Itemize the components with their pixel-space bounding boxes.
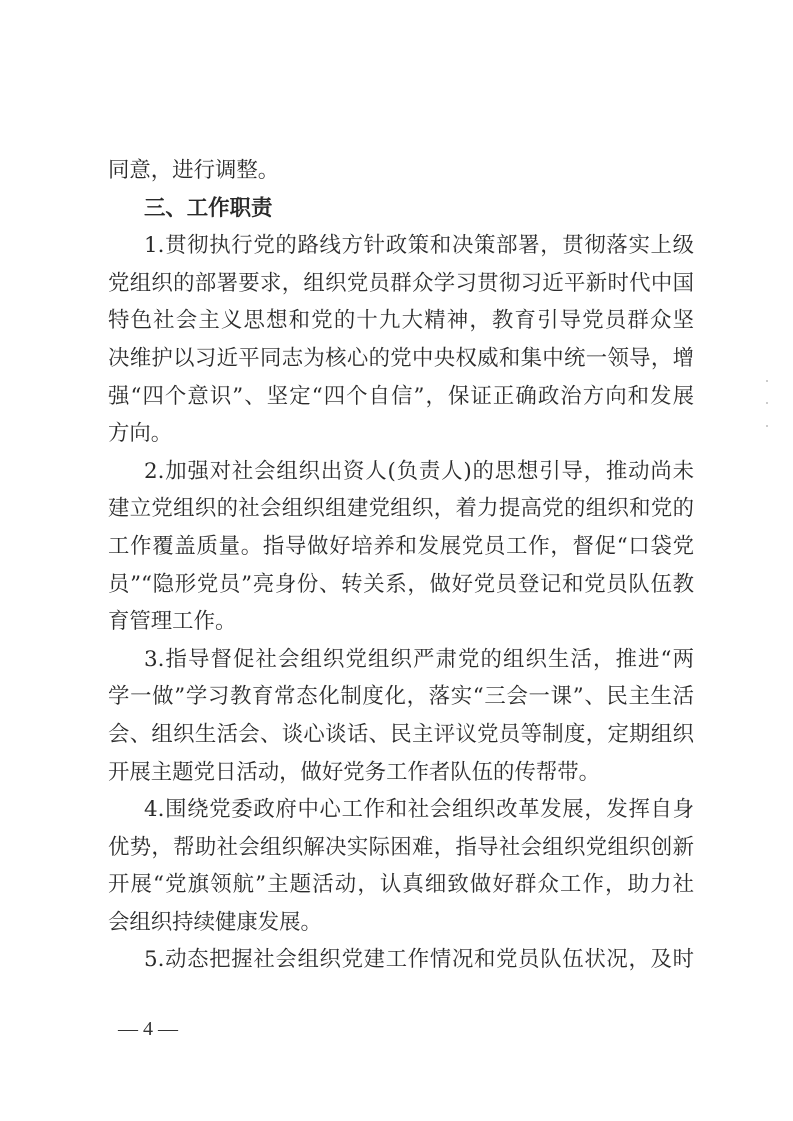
text-line: 特色社会主义思想和党的十九大精神，教育引导党员群众坚: [108, 308, 694, 334]
text-line: 员”“隐形党员”亮身份、转关系，做好党员登记和党员队伍教: [108, 571, 694, 597]
text-line: 工作覆盖质量。指导做好培养和发展党员工作，督促“口袋党: [108, 533, 694, 559]
text-line: 学一做”学习教育常态化制度化，落实“三会一课”、民主生活: [108, 684, 694, 710]
text-line: 育管理工作。: [108, 609, 237, 635]
text-line: 会、组织生活会、谈心谈话、民主评议党员等制度，定期组织: [108, 721, 694, 747]
scan-mark: [766, 380, 768, 382]
text-line: 开展“党旗领航”主题活动，认真细致做好群众工作，助力社: [108, 872, 694, 898]
text-line: 5.动态把握社会组织党建工作情况和党员队伍状况，及时: [144, 947, 694, 973]
text-line: 方向。: [108, 421, 173, 447]
page-number: — 4 —: [118, 1018, 178, 1040]
text-line: 同意，进行调整。: [108, 158, 280, 183]
text-line: 强“四个意识”、坚定“四个自信”，保证正确政治方向和发展: [108, 383, 694, 409]
paragraph: [108, 941, 694, 979]
text-line: 决维护以习近平同志为核心的党中央权威和集中统一领导，增: [108, 345, 694, 371]
text-line: 2.加强对社会组织出资人(负责人)的思想引导，推动尚未: [144, 458, 694, 484]
text-line: 1.贯彻执行党的路线方针政策和决策部署，贯彻落实上级: [144, 233, 694, 259]
text-line: 三、工作职责: [144, 195, 273, 221]
text-line: 3.指导督促社会组织党组织严肃党的组织生活，推进“两: [144, 646, 694, 672]
text-line: 4.围绕党委政府中心工作和社会组织改革发展，发挥自身: [144, 797, 694, 823]
paragraph: [108, 227, 694, 453]
text-line: 开展主题党日活动，做好党务工作者队伍的传帮带。: [108, 759, 600, 785]
paragraph: [108, 152, 694, 190]
scan-mark: [766, 425, 768, 427]
scan-mark: [766, 402, 768, 404]
text-line: 优势，帮助社会组织解决实际困难，指导社会组织党组织创新: [108, 834, 694, 860]
text-line: 会组织持续健康发展。: [108, 909, 322, 935]
paragraph: [108, 791, 694, 941]
section-heading: [108, 190, 694, 228]
paragraph: [108, 641, 694, 791]
document-body: [108, 152, 694, 979]
text-line: 党组织的部署要求，组织党员群众学习贯彻习近平新时代中国: [108, 270, 694, 296]
paragraph: [108, 453, 694, 641]
text-line: 建立党组织的社会组织组建党组织，着力提高党的组织和党的: [108, 496, 694, 522]
